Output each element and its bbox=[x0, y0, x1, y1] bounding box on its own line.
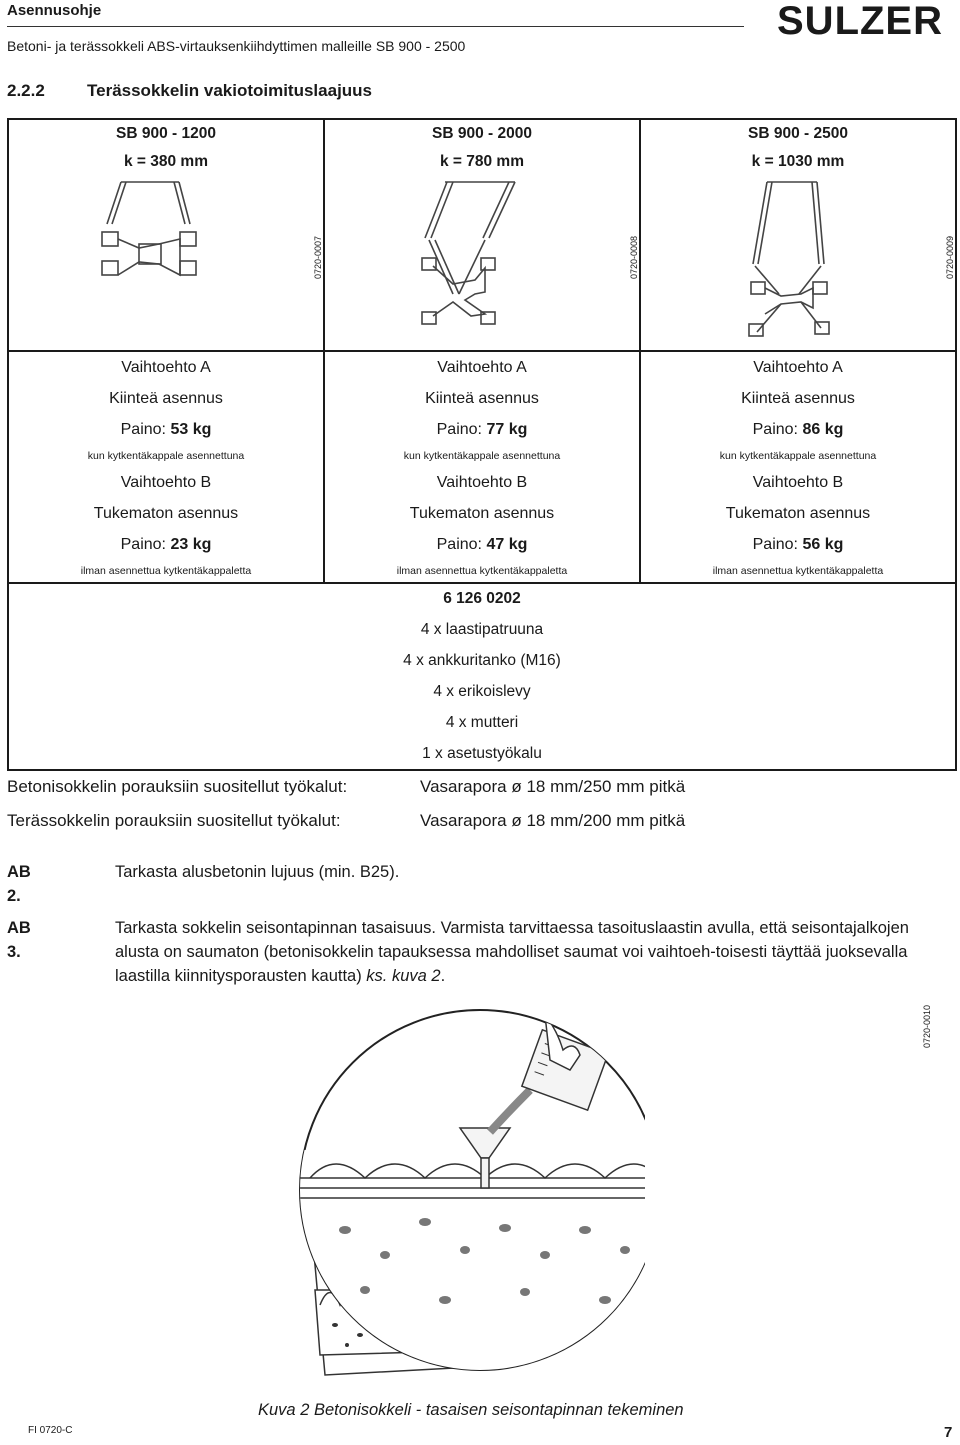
document-title: Asennusohje bbox=[7, 2, 102, 19]
stand-drawing bbox=[641, 176, 955, 350]
step-id: AB 3. bbox=[7, 919, 31, 961]
page-number: 7 bbox=[944, 1424, 953, 1441]
document-number: FI 0720-C bbox=[28, 1425, 73, 1436]
kit-item: 4 x ankkuritanko (M16) bbox=[403, 652, 561, 669]
model-name: SB 900 - 1200 bbox=[116, 125, 216, 142]
weight-b: Paino: 47 kg bbox=[436, 536, 528, 553]
grout-illustration bbox=[245, 1000, 645, 1395]
free-install-label: Tukematon asennus bbox=[725, 505, 871, 522]
svg-text:SULZER: SULZER bbox=[777, 0, 943, 40]
option-b-title: Vaihtoehto B bbox=[436, 474, 528, 491]
note-a: kun kytkentäkappale asennettuna bbox=[87, 450, 245, 462]
figure-caption: Kuva 2 Betonisokkeli - tasaisen seisontapinnan tekeminen bbox=[258, 1401, 684, 1419]
kit-item: 4 x erikoislevy bbox=[433, 683, 531, 700]
tool-row bbox=[7, 770, 685, 804]
figure-reference: ks. kuva 2 bbox=[366, 967, 441, 985]
figure-code: 0720-0010 bbox=[922, 1004, 932, 1048]
stand-drawing bbox=[325, 176, 639, 350]
document-subtitle: Betoni- ja terässokkeli ABS-virtauksenkiihdyttimen malleille SB 900 - 2500 bbox=[7, 38, 466, 54]
weight-a: Paino: 86 kg bbox=[752, 421, 844, 438]
options-row bbox=[8, 351, 956, 583]
stand-drawing-1200 bbox=[9, 176, 323, 350]
sulzer-logo bbox=[764, 0, 956, 40]
free-install-label: Tukematon asennus bbox=[409, 505, 555, 522]
model-cell bbox=[640, 119, 956, 351]
kit-row bbox=[8, 583, 956, 770]
weight-a: Paino: 77 kg bbox=[436, 421, 528, 438]
note-b: ilman asennettua kytkentäkappaletta bbox=[396, 565, 568, 577]
weight-a: Paino: 53 kg bbox=[120, 421, 212, 438]
kit-item: 4 x laastipatruuna bbox=[420, 621, 544, 638]
tool-value: Vasarapora ø 18 mm/200 mm pitkä bbox=[420, 811, 686, 830]
stand-drawing-2500 bbox=[641, 176, 957, 350]
model-header-row bbox=[8, 119, 956, 351]
drawing-code: 0720-0009 bbox=[945, 236, 955, 280]
stand-drawing bbox=[9, 176, 323, 350]
options-cell bbox=[324, 351, 640, 583]
option-b-title: Vaihtoehto B bbox=[752, 474, 844, 491]
note-a: kun kytkentäkappale asennettuna bbox=[403, 450, 561, 462]
model-k-value: k = 780 mm bbox=[439, 153, 525, 170]
options-cell bbox=[8, 351, 324, 583]
option-a-title: Vaihtoehto A bbox=[121, 359, 211, 376]
step-text: Tarkasta sokkelin seisontapinnan tasaisuus. Varmista tarvittaessa tasoituslaastin avulla, että seisontajalkojen alusta on saumaton (betonisokkelin tapauksessa mahdolliset saumat voi vaihtoeh-toisesti täyttää juoksevalla laastilla kiinnitysporausten kautta) ks. kuva 2. bbox=[115, 919, 909, 985]
step-id: AB 2. bbox=[7, 863, 31, 905]
options-cell bbox=[640, 351, 956, 583]
fixed-install-label: Kiinteä asennus bbox=[425, 390, 539, 407]
fixed-install-label: Kiinteä asennus bbox=[109, 390, 223, 407]
spec-table bbox=[7, 118, 957, 771]
free-install-label: Tukematon asennus bbox=[93, 505, 239, 522]
fixed-install-label: Kiinteä asennus bbox=[741, 390, 855, 407]
note-b: ilman asennettua kytkentäkappaletta bbox=[712, 565, 884, 577]
section-title: Terässokkelin vakiotoimituslaajuus bbox=[87, 81, 373, 100]
tool-label: Betonisokkelin porauksiin suositellut työkalut: bbox=[7, 777, 348, 796]
tool-value: Vasarapora ø 18 mm/250 mm pitkä bbox=[420, 777, 686, 796]
tool-row bbox=[7, 804, 685, 838]
step-text: Tarkasta alusbetonin lujuus (min. B25). bbox=[115, 863, 400, 881]
weight-b: Paino: 23 kg bbox=[120, 536, 212, 553]
header-divider bbox=[7, 26, 744, 27]
section-heading bbox=[7, 81, 372, 101]
model-name: SB 900 - 2000 bbox=[432, 125, 532, 142]
weight-b: Paino: 56 kg bbox=[752, 536, 844, 553]
kit-item: 4 x mutteri bbox=[445, 714, 519, 731]
option-a-title: Vaihtoehto A bbox=[753, 359, 843, 376]
tool-label: Terässokkelin porauksiin suositellut työkalut: bbox=[7, 811, 341, 830]
option-a-title: Vaihtoehto A bbox=[437, 359, 527, 376]
kit-cell bbox=[8, 583, 956, 770]
section-number: 2.2.2 bbox=[7, 81, 45, 100]
model-name: SB 900 - 2500 bbox=[748, 125, 848, 142]
model-cell bbox=[8, 119, 324, 351]
kit-code: 6 126 0202 bbox=[443, 590, 521, 607]
drawing-code: 0720-0008 bbox=[629, 236, 639, 280]
recommended-tools bbox=[7, 770, 685, 838]
note-b: ilman asennettua kytkentäkappaletta bbox=[80, 565, 252, 577]
model-k-value: k = 1030 mm bbox=[751, 153, 845, 170]
note-a: kun kytkentäkappale asennettuna bbox=[719, 450, 877, 462]
kit-item: 1 x asetustyökalu bbox=[422, 745, 542, 762]
stand-drawing-2000 bbox=[325, 176, 641, 350]
drawing-code: 0720-0007 bbox=[313, 236, 323, 280]
model-cell bbox=[324, 119, 640, 351]
option-b-title: Vaihtoehto B bbox=[120, 474, 212, 491]
model-k-value: k = 380 mm bbox=[123, 153, 209, 170]
